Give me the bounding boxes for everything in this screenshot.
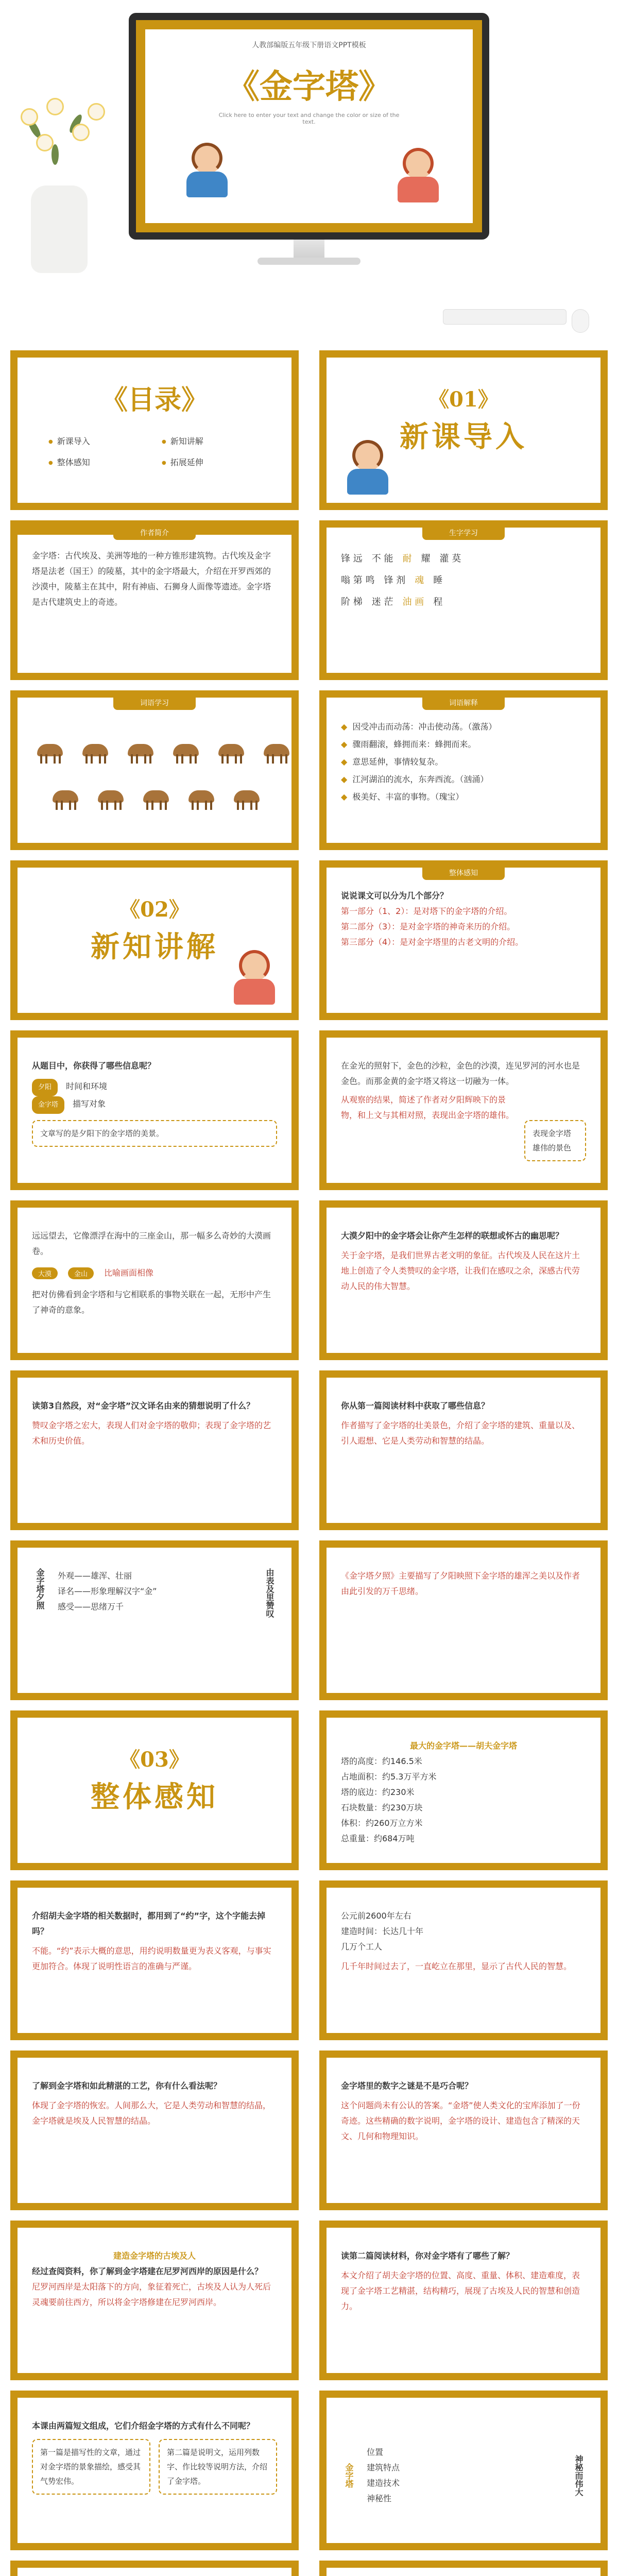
fact-item: 塔的底边：约230米 bbox=[341, 1787, 415, 1797]
keyword: 大漠 bbox=[32, 1267, 58, 1279]
compare-box: 第二篇是说明文，运用列数字、作比较等说明方法，介绍了金字塔。 bbox=[159, 2439, 277, 2495]
camel-icon bbox=[260, 739, 296, 765]
question-text: 介绍胡夫金字塔的相关数据时，都用到了“约”字，这个字能去掉吗？ bbox=[32, 1911, 266, 1936]
slide-q5 bbox=[319, 1200, 608, 1360]
keyword: 金字塔 bbox=[32, 1096, 64, 1114]
section-number: 《02》 bbox=[119, 897, 190, 922]
hero-tagline: Click here to enter your text and change the color or size of the text. bbox=[218, 112, 400, 125]
side-note: 表现金字塔雄伟的景色 bbox=[524, 1120, 586, 1161]
answer-text: 《金字塔夕照》主要描写了夕阳映照下金字塔的雄浑之美以及作者由此引发的万千思绪。 bbox=[341, 1571, 580, 1596]
keyword: 夕阳 bbox=[32, 1079, 58, 1096]
fact-item: 占地面积：约5.3万平方米 bbox=[341, 1772, 437, 1782]
slide-q12 bbox=[319, 1880, 608, 2040]
summary-line: 外观——雄浑、壮丽 bbox=[58, 1571, 132, 1581]
flower-icon bbox=[36, 134, 54, 151]
fact-title: 最大的金字塔——胡夫金字塔 bbox=[409, 1741, 517, 1751]
question-text: 本课由两篇短文组成，它们介绍金字塔的方式有什么不同呢？ bbox=[32, 2421, 255, 2431]
section-number: 《01》 bbox=[428, 387, 499, 412]
monitor-stand bbox=[294, 240, 324, 260]
keyword: 金山 bbox=[68, 1267, 94, 1279]
camel-row bbox=[48, 785, 266, 811]
answer-text: 赞叹金字塔之宏大，表现人们对金字塔的敬仰；表现了金字塔的艺术和历史价值。 bbox=[32, 1420, 271, 1446]
camel-icon bbox=[33, 739, 69, 765]
slide-q3 bbox=[319, 1030, 608, 1190]
slide-camels bbox=[10, 690, 299, 850]
mouse bbox=[572, 309, 589, 333]
slide-q13 bbox=[10, 2050, 299, 2210]
leaf-icon bbox=[52, 144, 59, 165]
slide-tag: 作者简介 bbox=[113, 527, 196, 540]
section-number: 《03》 bbox=[119, 1748, 190, 1772]
list-item: ◆ 意思延伸，事情较复杂。 bbox=[341, 753, 586, 771]
quote-text: 从观察的结果，简述了作者对夕阳辉映下的景物，和上文与其相对照，表现出金字塔的雄伟。 bbox=[341, 1095, 514, 1120]
slide-q17 bbox=[10, 2391, 299, 2550]
fact-item: 建造时间：长达几十年 bbox=[341, 1926, 424, 1936]
answer-text: 体现了金字塔的恢宏。人间那么大，它是人类劳动和智慧的结晶，金字塔就是埃及人民智慧的结晶。 bbox=[32, 2100, 271, 2126]
monitor-screen bbox=[145, 29, 473, 223]
q11-content bbox=[32, 1908, 277, 2023]
slide-section-3 bbox=[10, 1710, 299, 1870]
q13-content bbox=[32, 2078, 277, 2193]
list-item: ◆ 骤雨翻滚，蜂拥而来：蜂拥而来。 bbox=[341, 736, 586, 753]
slide-q14 bbox=[319, 2050, 608, 2210]
answer-text: 这个问题尚未有公认的答案。“金塔”使人类文化的宝库添加了一份奇迹。这些精确的数字说明，金字塔的设计、建造包含了精深的天文、几何和物理知识。 bbox=[341, 2100, 580, 2141]
q16-content bbox=[341, 2248, 586, 2363]
slide-tag: 整体感知 bbox=[422, 867, 505, 880]
q12-content bbox=[341, 1908, 586, 2023]
slide-q7 bbox=[319, 1370, 608, 1530]
slide-heading: 建造金字塔的古埃及人 bbox=[113, 2251, 196, 2261]
hero-title: 《金字塔》 bbox=[227, 67, 391, 106]
monitor-base bbox=[258, 258, 360, 265]
body-text: 远远望去，它像漂浮在海中的三座金山，那一幅多么奇妙的大漠画卷。 bbox=[32, 1231, 271, 1256]
summary-line: 神秘性 bbox=[367, 2494, 392, 2503]
section-title: 整体感知 bbox=[91, 1781, 218, 1814]
q4-content bbox=[32, 1228, 277, 1343]
slide-q11 bbox=[10, 1880, 299, 2040]
summary-line: 位置 bbox=[367, 2447, 384, 2457]
word-row: 嗡 第 鸣 锋 剂 魂 睡 bbox=[341, 575, 443, 586]
q15-content bbox=[32, 2248, 277, 2363]
fact-item: 几万个工人 bbox=[341, 1942, 383, 1952]
q18-content bbox=[341, 2418, 586, 2533]
camel-icon bbox=[139, 785, 175, 811]
fact-item: 塔的高度：约146.5米 bbox=[341, 1756, 422, 1766]
hero-section bbox=[0, 0, 618, 350]
question-text: 金字塔里的数字之谜是不是巧合呢？ bbox=[341, 2081, 473, 2091]
q8-content bbox=[32, 1568, 277, 1683]
flower-icon bbox=[46, 98, 64, 115]
hero-subtitle: 人教部编版五年级下册语文PPT模板 bbox=[252, 41, 366, 49]
vertical-label: 由表及里赞叹 bbox=[265, 1568, 274, 1618]
vertical-label: 金字塔 bbox=[344, 2463, 354, 2488]
toc-item[interactable]: ● 新课导入 bbox=[48, 435, 141, 447]
girl-illustration bbox=[224, 945, 285, 1007]
flower-icon bbox=[72, 124, 90, 141]
question-text: 从题目中，你获得了哪些信息呢？ bbox=[32, 1061, 156, 1071]
slide-tag: 词语解释 bbox=[422, 697, 505, 710]
camel-icon bbox=[169, 739, 205, 765]
slide-q6 bbox=[10, 1370, 299, 1530]
slide-q19 bbox=[10, 2561, 299, 2576]
slide-q4 bbox=[10, 1200, 299, 1360]
camel-icon bbox=[184, 785, 220, 811]
question-text: 你从第一篇阅读材料中获取了哪些信息？ bbox=[341, 1401, 490, 1411]
q14-content bbox=[341, 2078, 586, 2193]
slide-intro bbox=[10, 520, 299, 680]
keyword-desc: 描写对象 bbox=[73, 1099, 106, 1109]
slide-q15 bbox=[10, 2221, 299, 2380]
fact-item: 公元前2600年左右 bbox=[341, 1911, 411, 1921]
slide-q2 bbox=[10, 1030, 299, 1190]
toc-title: 《目录》 bbox=[100, 384, 208, 416]
word-table bbox=[341, 548, 586, 663]
vase bbox=[31, 185, 88, 273]
summary-line: 译名——形象理解汉字“金” bbox=[58, 1586, 157, 1596]
slide-q20 bbox=[319, 2561, 608, 2576]
section-title: 新课导入 bbox=[400, 420, 527, 454]
q2-content bbox=[32, 1058, 277, 1173]
body-text: 把对仿佛看到金字塔和与它相联系的事物关联在一起，无形中产生了神奇的意象。 bbox=[32, 1290, 271, 1315]
keyboard bbox=[443, 309, 566, 325]
arrow-label: 比喻画面相像 bbox=[104, 1268, 154, 1278]
answer-text: 第一部分（1、2）：是对塔下的金字塔的介绍。 bbox=[341, 906, 512, 916]
answer-text: 作者描写了金字塔的壮美景色，介绍了金字塔的建筑、重量以及、引人遐想、它是人类劳动和智慧的结晶。 bbox=[341, 1420, 580, 1446]
flower-icon bbox=[21, 108, 38, 126]
list-item: ◆ 因受冲击而动荡：冲击使动荡。（激荡） bbox=[341, 718, 586, 736]
boy-illustration bbox=[176, 138, 238, 199]
flower-icon bbox=[88, 103, 105, 121]
boy-illustration bbox=[337, 435, 399, 497]
camel-icon bbox=[48, 785, 84, 811]
answer-text: 不能。“约”表示大概的意思，用约说明数量更为表义客观，与事实更加符合。体现了说明性语言的准确与严谨。 bbox=[32, 1946, 271, 1971]
slide-toc bbox=[10, 350, 299, 510]
q17-content bbox=[32, 2418, 277, 2533]
q7-content bbox=[341, 1398, 586, 1513]
question-text: 经过查阅资料，你了解到金字塔建在尼罗河西岸的原因是什么？ bbox=[32, 2266, 263, 2276]
toc-item[interactable]: ● 整体感知 bbox=[48, 456, 141, 468]
answer-text: 本文介绍了胡夫金字塔的位置、高度、重量、体积、建造难度，表现了金字塔工艺精湛，结构精巧，展现了古埃及人民的智慧和创造力。 bbox=[341, 2270, 580, 2311]
slide-section-2 bbox=[10, 860, 299, 1020]
slide-tag: 生字学习 bbox=[422, 527, 505, 540]
slide-q10 bbox=[319, 1710, 608, 1870]
slide-section-1 bbox=[319, 350, 608, 510]
q3-content bbox=[341, 1058, 586, 1173]
list-item: ◆ 极美好、丰富的事物。（瑰宝） bbox=[341, 788, 586, 806]
slide-words bbox=[319, 520, 608, 680]
slide-phrases bbox=[319, 690, 608, 850]
slide-q1 bbox=[319, 860, 608, 1020]
answer-text: 几千年时间过去了，一直屹立在那里，显示了古代人民的智慧。 bbox=[341, 1961, 572, 1971]
q5-content bbox=[341, 1228, 586, 1343]
answer-text: 第二部分（3）：是对金字塔的神奇来历的介绍。 bbox=[341, 922, 516, 931]
toc-item[interactable]: ● 新知讲解 bbox=[162, 435, 254, 447]
question-text: 说说课文可以分为几个部分？ bbox=[341, 891, 449, 901]
phrase-list bbox=[341, 718, 586, 833]
fact-item: 体积：约260万立方米 bbox=[341, 1818, 423, 1828]
camel-icon bbox=[230, 785, 266, 811]
camel-icon bbox=[78, 739, 114, 765]
body-text: 在金光的照射下，金色的沙粒，金色的沙漠，连见罗河的河水也是金色。而那金黄的金字塔又将这一切融为一体。 bbox=[341, 1061, 580, 1086]
q6-content bbox=[32, 1398, 277, 1513]
flower-decoration bbox=[10, 98, 113, 196]
slide-tag: 词语学习 bbox=[113, 697, 196, 710]
list-item: ◆ 江河湖泊的流水，东奔西流。（汹涌） bbox=[341, 771, 586, 788]
answer-text: 第三部分（4）：是对金字塔里的古老文明的介绍。 bbox=[341, 937, 524, 947]
toc-list bbox=[48, 435, 261, 468]
camel-icon bbox=[124, 739, 160, 765]
answer-text: 尼罗河西岸是太阳落下的方向，象征着死亡，古埃及人认为人死后灵魂要前往西方，所以将金字塔修建在尼罗河西岸。 bbox=[32, 2282, 271, 2307]
word-row: 锋 远 不 能 耐 耀 灌 莫 bbox=[341, 553, 461, 564]
slide-q9 bbox=[319, 1540, 608, 1700]
intro-text: 金字塔：古代埃及、美洲等地的一种方锥形建筑物。古代埃及金字塔是法老（国王）的陵墓，其中的金字塔最大，介绍在开罗西郊的沙漠中，陵墓主在其中，附有神庙、石狮身人面像等遗迹。金字塔是古代建筑史上的奇迹。 bbox=[32, 551, 271, 607]
word-row: 阶 梯 迷 茫 油 画 程 bbox=[341, 597, 443, 607]
vertical-label: 金字塔夕照 bbox=[35, 1568, 45, 1609]
summary-line: 建造技术 bbox=[367, 2478, 400, 2488]
section-title: 新知讲解 bbox=[91, 930, 218, 964]
slide-q18 bbox=[319, 2391, 608, 2550]
answer-text: 关于金字塔，是我们世界古老文明的象征。古代埃及人民在这片土地上创造了令人类赞叹的金字塔，让我们在感叹之余，深感古代劳动人民的伟大智慧。 bbox=[341, 1250, 580, 1291]
summary-line: 建筑特点 bbox=[367, 2463, 400, 2472]
monitor bbox=[129, 13, 489, 240]
camel-icon bbox=[94, 785, 130, 811]
compare-box: 第一篇是描写性的文章，通过对金字塔的景象描绘，感受其气势宏伟。 bbox=[32, 2439, 150, 2495]
fact-item: 总重量：约684万吨 bbox=[341, 1834, 415, 1843]
question-text: 读第3自然段，对“金字塔”汉文译名由来的猜想说明了什么？ bbox=[32, 1401, 255, 1411]
q10-content bbox=[341, 1738, 586, 1853]
keyword-desc: 时间和环境 bbox=[66, 1081, 108, 1091]
q1-content bbox=[341, 888, 586, 1003]
girl-illustration bbox=[387, 143, 449, 205]
fact-item: 石块数量：约230万块 bbox=[341, 1803, 423, 1812]
toc-item[interactable]: ● 拓展延伸 bbox=[162, 456, 254, 468]
question-text: 了解到金字塔和如此精湛的工艺，你有什么看法呢？ bbox=[32, 2081, 222, 2091]
slide-q16 bbox=[319, 2221, 608, 2380]
question-text: 大漠夕阳中的金字塔会让你产生怎样的联想或怀古的幽思呢？ bbox=[341, 1231, 564, 1241]
camel-row bbox=[33, 739, 296, 765]
question-text: 读第二篇阅读材料，你对金字塔有了哪些了解？ bbox=[341, 2251, 514, 2261]
summary-line: 感受——思绪万千 bbox=[58, 1602, 124, 1612]
vertical-label: 神秘而伟大 bbox=[574, 2455, 583, 2496]
slide-q8 bbox=[10, 1540, 299, 1700]
note-box: 文章写的是夕阳下的金字塔的美景。 bbox=[32, 1120, 277, 1147]
camel-icon bbox=[214, 739, 250, 765]
